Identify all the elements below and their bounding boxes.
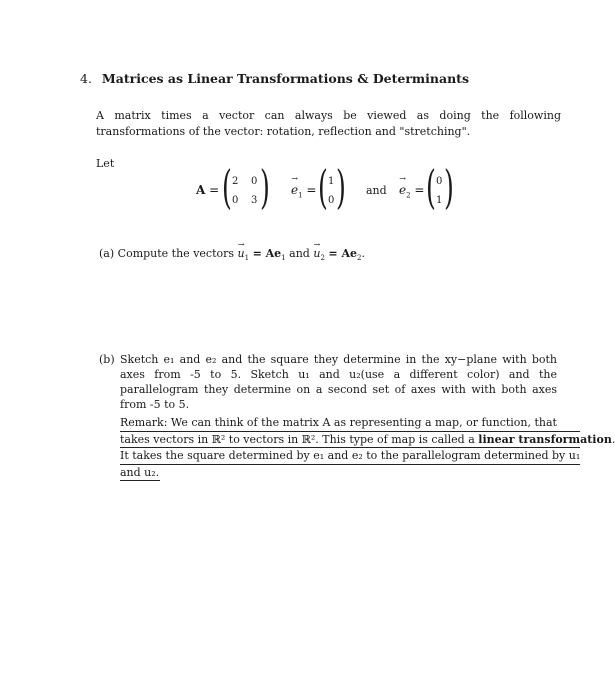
equals-sign: =: [209, 183, 220, 197]
eq2: = Ae: [328, 247, 357, 260]
vector-e2: [426, 160, 454, 216]
remark-box: [120, 415, 615, 481]
matrix-a: [222, 160, 270, 216]
e2-sub: 2: [406, 191, 411, 200]
problem-number: 4.: [80, 71, 92, 86]
equals-sign: =: [414, 183, 425, 197]
part-b-text: Sketch e₁ and e₂ and the square they determine in the xy−plane with both axes from -5 to 5. Sketch u₁ and u₂(use a different color) and the parallelogram they determine on a second set of axes with with both axes from -5 to 5.: [120, 353, 557, 411]
problem-title: Matrices as Linear Transformations & Determinants: [101, 71, 469, 86]
right-paren-icon: ): [336, 160, 346, 214]
u2-symbol: → u: [313, 246, 320, 261]
left-paren-icon: (: [426, 160, 436, 214]
e1-sub: 1: [298, 191, 303, 200]
remark-line: It takes the square determined by e₁ and e₂ to the parallelogram determined by u₁: [120, 448, 580, 465]
linear-transformation-term: linear transformation: [478, 432, 612, 446]
eq1-sub: 1: [281, 254, 286, 263]
e2-label: [399, 183, 424, 199]
period: .: [361, 247, 365, 260]
remark-line-text: takes vectors in ℝ² to vectors in ℝ². This type of map is called a: [120, 432, 475, 446]
period: .: [611, 432, 615, 446]
and-word: and: [289, 247, 310, 260]
part-b: [99, 352, 557, 412]
equals-sign: =: [306, 183, 317, 197]
matrix-cell: 0: [232, 195, 239, 206]
e1-label: [291, 183, 316, 199]
u2-sub: 2: [320, 254, 325, 263]
remark-line: and u₂.: [120, 465, 160, 482]
vector-cell: 0: [328, 195, 335, 206]
matrix-cell: 0: [251, 176, 258, 187]
intro-paragraph: A matrix times a vector can always be viewed as doing the following transformations of the vector: rotation, reflection and "stretching".: [96, 109, 561, 138]
eq1: = Ae: [252, 247, 282, 260]
part-b-label: (b): [99, 353, 115, 366]
u1-symbol: → u: [238, 246, 245, 261]
and-word: and: [366, 184, 387, 197]
matrix-cell: 3: [251, 195, 258, 206]
problem-heading: [80, 71, 469, 86]
matrix-cell: 2: [232, 176, 239, 187]
let-label: Let: [96, 157, 115, 170]
matrix-a-label: [196, 183, 219, 197]
remark-line: [120, 432, 615, 449]
right-paren-icon: ): [260, 160, 270, 214]
remark-line: Remark: We can think of the matrix A as representing a map, or function, that: [120, 415, 580, 432]
part-a: [99, 246, 365, 266]
vector-e1: [318, 160, 346, 216]
u1-sub: 1: [244, 254, 250, 263]
matrix-a-symbol: A: [196, 183, 206, 197]
part-a-label: (a): [99, 247, 115, 260]
right-paren-icon: ): [444, 160, 454, 214]
eq2-sub: 2: [357, 254, 362, 263]
left-paren-icon: (: [222, 160, 232, 214]
e1-symbol: → e: [291, 183, 298, 197]
vector-cell: 1: [436, 195, 443, 206]
vector-cell: 0: [436, 176, 443, 187]
part-a-text: Compute the vectors: [117, 247, 235, 260]
e2-symbol: → e: [399, 183, 406, 197]
left-paren-icon: (: [318, 160, 328, 214]
vector-cell: 1: [328, 176, 335, 187]
